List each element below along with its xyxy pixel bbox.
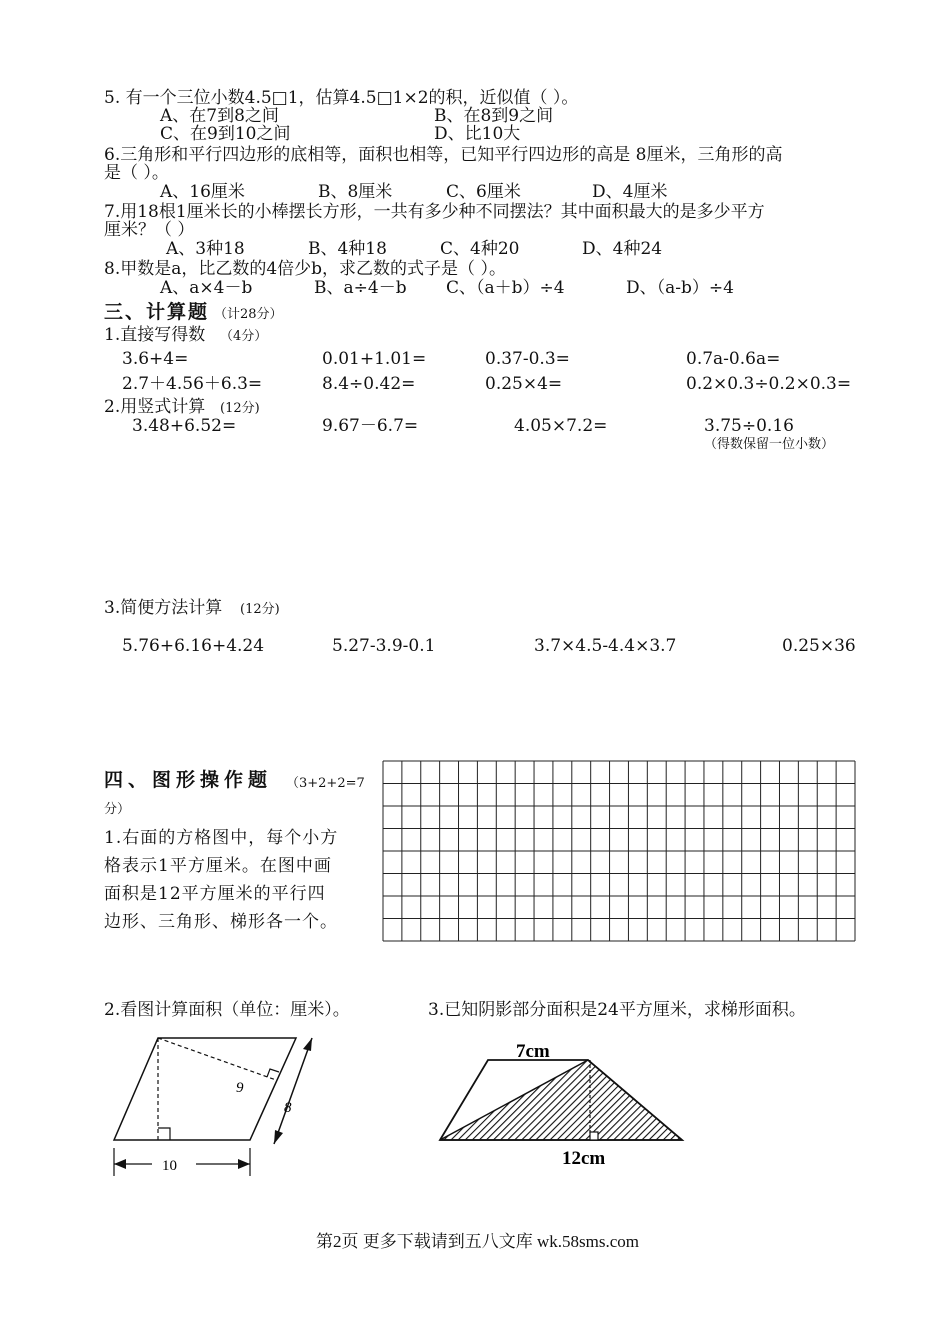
- p1-row1-item2: 0.01+1.01=: [322, 349, 427, 369]
- q8-option-b: B、a÷4－b: [314, 278, 407, 298]
- q6-option-a: A、16厘米: [160, 182, 245, 202]
- p3-title: 3.简便方法计算: [104, 598, 223, 618]
- q6-stem-line1: 6.三角形和平行四边形的底相等，面积也相等，已知平行四边形的高是 8厘米，三角形的高: [104, 145, 783, 165]
- p1-row1-item1: 3.6+4=: [122, 349, 189, 369]
- q8-option-a: A、a×4－b: [160, 278, 253, 298]
- q8-option-c: C、（a＋b）÷4: [446, 278, 565, 298]
- p1-row2-item2: 8.4÷0.42=: [322, 374, 416, 394]
- base-arrow-right: [238, 1159, 250, 1169]
- p2-score: (12分): [220, 401, 260, 416]
- side-dimension-line: [274, 1038, 312, 1144]
- q5-option-a: A、在7到8之间: [160, 106, 279, 126]
- q6-option-b: B、8厘米: [318, 182, 393, 202]
- label-bottom-12cm: 12cm: [562, 1148, 606, 1169]
- q7-option-b: B、4种18: [308, 239, 387, 259]
- q6-stem-line2: 是（ ）。: [104, 163, 169, 183]
- q7-stem-line2: 厘米？（ ）: [104, 220, 195, 240]
- s4q1-line1: 1.右面的方格图中，每个小方: [104, 828, 339, 848]
- section4-title: 四、图形操作题: [104, 769, 273, 791]
- label-side-8: 8: [284, 1100, 292, 1116]
- square-grid: [382, 760, 856, 942]
- side-arrow-bottom: [274, 1130, 283, 1144]
- q5-option-b: B、在8到9之间: [434, 106, 554, 126]
- section3-title: 三、计算题: [104, 301, 210, 323]
- q8-stem: 8.甲数是a，比乙数的4倍少b，求乙数的式子是（ ）。: [104, 259, 506, 279]
- s4q1-line4: 边形、三角形、梯形各一个。: [104, 912, 338, 932]
- q7-option-d: D、4种24: [582, 239, 663, 259]
- label-top-7cm: 7cm: [516, 1041, 550, 1062]
- parallelogram-height-line-2: [158, 1038, 276, 1080]
- base-arrow-left: [114, 1159, 126, 1169]
- label-base-10: 10: [162, 1158, 177, 1174]
- p1-score: （4分）: [220, 329, 268, 344]
- p3-item1: 5.76+6.16+4.24: [122, 636, 265, 656]
- q6-option-d: D、4厘米: [592, 182, 668, 202]
- q7-option-a: A、3种18: [166, 239, 245, 259]
- q5-stem: 5. 有一个三位小数4.5□1，估算4.5□1×2的积，近似值（ ）。: [104, 88, 579, 108]
- trapezoid-figure: [434, 1036, 694, 1176]
- q5-option-d: D、比10大: [434, 124, 521, 144]
- q8-option-d: D、（a-b）÷4: [626, 278, 734, 298]
- p2-title: 2.用竖式计算: [104, 397, 206, 417]
- page-footer: 第2页 更多下载请到五八文库 wk.58sms.com: [316, 1232, 639, 1251]
- p1-row1-item3: 0.37-0.3=: [485, 349, 570, 369]
- p1-row2-item4: 0.2×0.3÷0.2×0.3=: [686, 374, 852, 394]
- right-angle-mark: [590, 1132, 598, 1140]
- s4q1-line2: 格表示1平方厘米。在图中画: [104, 856, 332, 876]
- s4q1-line3: 面积是12平方厘米的平行四: [104, 884, 326, 904]
- label-height-9: 9: [236, 1080, 244, 1096]
- p3-score: (12分): [240, 602, 280, 617]
- q5-option-c: C、在9到10之间: [160, 124, 291, 144]
- p1-title: 1.直接写得数: [104, 325, 206, 345]
- side-arrow-top: [303, 1038, 312, 1051]
- q6-option-c: C、6厘米: [446, 182, 521, 202]
- right-angle-mark-side: [267, 1069, 279, 1077]
- q7-stem-line1: 7.用18根1厘米长的小棒摆长方形，一共有多少种不同摆法？其中面积最大的是多少平方: [104, 202, 765, 222]
- p3-item4: 0.25×36: [782, 636, 856, 656]
- section4-score-cont: 分）: [104, 802, 131, 817]
- p1-row2-item1: 2.7＋4.56＋6.3=: [122, 374, 263, 394]
- p2-item2: 9.67－6.7=: [322, 416, 419, 436]
- p1-row2-item3: 0.25×4=: [485, 374, 563, 394]
- s4q3-text: 3.已知阴影部分面积是24平方厘米，求梯形面积。: [428, 1000, 806, 1020]
- section4-score: （3+2+2=7: [286, 776, 365, 791]
- p1-row1-item4: 0.7a-0.6a=: [686, 349, 781, 369]
- p2-item1: 3.48+6.52=: [132, 416, 237, 436]
- p3-item2: 5.27-3.9-0.1: [332, 636, 436, 656]
- s4q2-text: 2.看图计算面积（单位：厘米）。: [104, 1000, 350, 1020]
- p2-item3: 4.05×7.2=: [514, 416, 608, 436]
- parallelogram-figure: [100, 1030, 340, 1180]
- section3-score: （计28分）: [214, 307, 283, 322]
- p3-item3: 3.7×4.5-4.4×3.7: [534, 636, 677, 656]
- right-angle-mark-bottom: [158, 1128, 170, 1140]
- p2-item4: 3.75÷0.16: [704, 416, 794, 436]
- shaded-triangle: [440, 1060, 682, 1140]
- p2-rounding-note: （得数保留一位小数）: [704, 437, 835, 452]
- q7-option-c: C、4种20: [440, 239, 520, 259]
- parallelogram-outline: [114, 1038, 296, 1140]
